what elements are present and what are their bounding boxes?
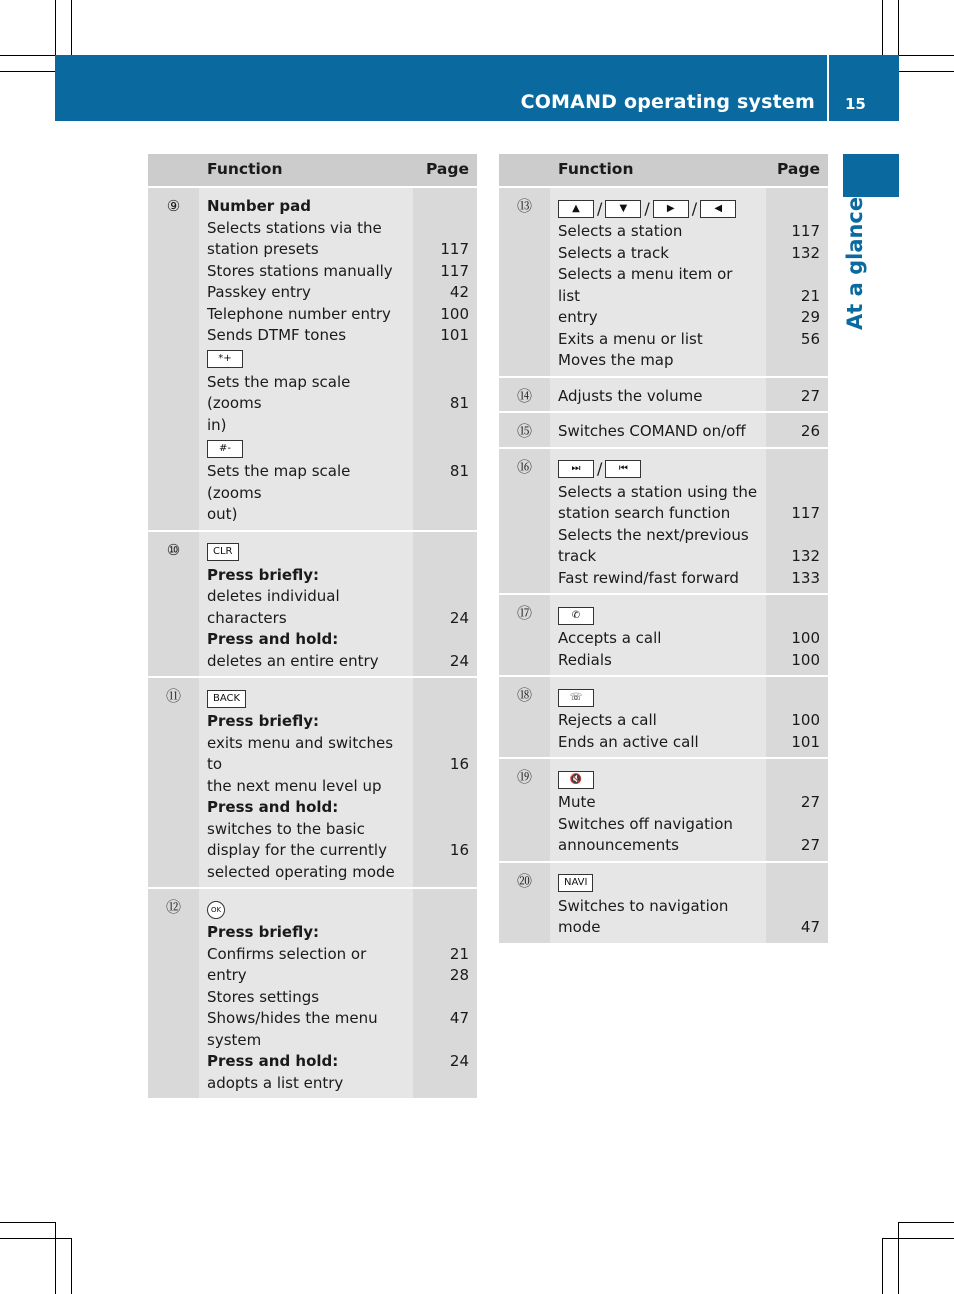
back-key-icon: BACK — [207, 690, 246, 708]
function-text: Sends DTMF tones — [207, 326, 347, 344]
page-ref — [421, 540, 469, 565]
item-number: ⑲ — [499, 758, 550, 862]
column-header-function: Function — [199, 154, 413, 187]
table-row — [148, 677, 477, 888]
page-ref — [421, 415, 469, 440]
function-cell — [550, 377, 766, 413]
section-label: Number pad — [207, 197, 311, 215]
page-ref: 132 — [791, 547, 820, 565]
phone-accept-key-icon: ✆ — [558, 607, 594, 625]
side-tab-label: At a glance — [843, 196, 867, 330]
column-header-number — [499, 154, 550, 187]
item-number: ⑰ — [499, 594, 550, 676]
function-text: announcements — [558, 836, 679, 854]
page-ref: 27 — [800, 836, 820, 854]
page-ref: 24 — [449, 651, 469, 670]
page-ref — [421, 440, 469, 462]
table-row — [499, 594, 828, 676]
function-text: in) — [207, 415, 227, 434]
page-ref — [421, 797, 469, 819]
crop-mark — [0, 55, 55, 56]
function-cell — [199, 677, 413, 888]
column-header-page: Page — [766, 154, 828, 187]
section-label: Press and hold: — [207, 1052, 339, 1070]
function-text: Selects stations via the — [207, 218, 382, 237]
page-ref — [421, 776, 469, 798]
page-cell — [413, 677, 477, 888]
page-ref — [421, 629, 469, 651]
page-ref: 47 — [449, 1009, 469, 1027]
function-text: station presets — [207, 240, 319, 258]
table-row — [148, 531, 477, 678]
page-ref — [421, 565, 469, 587]
crop-mark — [0, 1222, 55, 1223]
page-ref: 100 — [791, 650, 820, 669]
page-header — [55, 55, 899, 121]
function-text: Adjusts the volume — [558, 386, 703, 405]
function-text: Switches COMAND on/off — [558, 422, 746, 440]
function-text: Fast rewind/fast forward — [558, 568, 739, 587]
function-text: characters — [207, 608, 287, 627]
header-title: COMAND operating system — [520, 91, 815, 113]
page-ref: 101 — [440, 326, 469, 344]
section-label: Press and hold: — [207, 798, 339, 816]
function-text: entry — [558, 308, 598, 326]
function-text: display for the currently — [207, 841, 387, 859]
page-ref — [774, 896, 820, 918]
page-ref: 21 — [449, 944, 469, 963]
crop-mark — [71, 0, 72, 55]
page-ref: 26 — [800, 422, 820, 440]
page-ref: 27 — [800, 386, 820, 405]
page-ref — [774, 457, 820, 482]
section-label: Press and hold: — [207, 630, 339, 648]
page-ref — [774, 767, 820, 792]
function-text: station search function — [558, 504, 731, 522]
page-ref — [774, 196, 820, 221]
item-number: ⑯ — [499, 448, 550, 595]
page-cell — [766, 594, 828, 676]
page-ref: 81 — [449, 462, 469, 480]
page-ref — [421, 1030, 469, 1052]
page-ref — [421, 733, 469, 755]
function-text: Stores settings — [207, 987, 320, 1006]
separator-slash: / — [597, 459, 603, 479]
crop-mark — [0, 71, 55, 72]
page-ref: 101 — [791, 732, 820, 751]
table-row — [499, 187, 828, 377]
page-ref: 24 — [449, 1052, 469, 1070]
separator-slash: / — [691, 198, 698, 218]
section-label: Press briefly: — [207, 565, 319, 584]
page-ref: 42 — [449, 283, 469, 301]
separator-slash: / — [597, 198, 603, 218]
function-text: Sets the map scale (zooms — [207, 462, 351, 502]
function-text: Selects a station using the — [558, 482, 758, 501]
page-ref — [421, 987, 469, 1009]
table-row — [499, 412, 828, 448]
item-number: ⑭ — [499, 377, 550, 413]
crop-mark — [882, 0, 883, 55]
column-header-number — [148, 154, 199, 187]
ok-key-icon: OK — [207, 901, 225, 919]
page-cell — [766, 448, 828, 595]
function-cell — [550, 187, 766, 377]
page-ref — [774, 814, 820, 836]
clr-key-icon: CLR — [207, 543, 239, 561]
function-text: Passkey entry — [207, 283, 311, 301]
column-header-page: Page — [413, 154, 477, 187]
function-text: the next menu level up — [207, 776, 382, 795]
page-ref — [421, 711, 469, 733]
page-ref: 133 — [791, 568, 820, 587]
page-ref — [421, 218, 469, 240]
table-row — [499, 676, 828, 758]
page-ref: 27 — [800, 793, 820, 811]
item-number: ⑫ — [148, 888, 199, 1098]
function-text: system — [207, 1030, 262, 1049]
function-text: deletes an entire entry — [207, 651, 379, 670]
function-text: Shows/hides the menu — [207, 1009, 378, 1027]
function-cell — [550, 758, 766, 862]
function-text: track — [558, 547, 597, 565]
page-ref: 117 — [791, 222, 820, 240]
page-ref: 24 — [449, 608, 469, 627]
crop-mark — [0, 1238, 71, 1239]
arrow-keys-icon: ▼ — [605, 200, 641, 218]
function-text: Switches to navigation — [558, 896, 729, 915]
table-row — [499, 862, 828, 943]
function-cell — [550, 862, 766, 943]
page-ref: 21 — [800, 286, 820, 305]
page-ref — [421, 897, 469, 922]
page-ref — [774, 685, 820, 710]
arrow-keys-icon: ◀ — [700, 200, 736, 218]
mute-key-icon: 🔇 — [558, 771, 594, 789]
function-text: selected operating mode — [207, 862, 395, 881]
page-cell — [413, 888, 477, 1098]
page-ref — [421, 586, 469, 608]
page-ref: 100 — [791, 711, 820, 729]
function-text: deletes individual — [207, 587, 340, 605]
item-number: ⑳ — [499, 862, 550, 943]
crop-mark — [55, 0, 56, 55]
table-row — [148, 888, 477, 1098]
item-number: ⑩ — [148, 531, 199, 678]
function-cell — [550, 448, 766, 595]
page-cell — [766, 412, 828, 448]
page-cell — [413, 187, 477, 531]
navi-key-icon: NAVI — [558, 874, 593, 892]
page-cell — [766, 676, 828, 758]
item-number: ⑪ — [148, 677, 199, 888]
function-table-left — [148, 154, 477, 1098]
page-ref — [774, 264, 820, 286]
function-text: adopts a list entry — [207, 1073, 344, 1092]
header-divider — [827, 55, 829, 121]
page-ref — [774, 482, 820, 504]
skip-keys-icon: ⏮ — [605, 460, 641, 478]
function-text: mode — [558, 918, 601, 936]
crop-mark — [899, 1222, 954, 1223]
page-ref — [421, 196, 469, 218]
item-number: ⑮ — [499, 412, 550, 448]
page-cell — [766, 187, 828, 377]
page-cell — [766, 758, 828, 862]
item-number: ⑱ — [499, 676, 550, 758]
page-ref: 117 — [791, 504, 820, 522]
function-text: Sets the map scale (zooms — [207, 372, 351, 412]
table-row — [499, 758, 828, 862]
function-text: Rejects a call — [558, 711, 657, 729]
page-ref: 132 — [791, 243, 820, 262]
page-ref: 47 — [800, 918, 820, 936]
crop-mark — [899, 55, 954, 56]
function-text: Selects a station — [558, 222, 683, 240]
arrow-keys-icon: ▶ — [653, 200, 689, 218]
page-ref: 29 — [800, 308, 820, 326]
crop-mark — [898, 1222, 899, 1294]
page-ref — [421, 686, 469, 711]
function-text: Selects a menu item or list — [558, 265, 733, 305]
table-body-left — [148, 187, 477, 1098]
function-text: out) — [207, 505, 238, 523]
phone-end-key-icon: ☏ — [558, 689, 594, 707]
page-ref — [421, 922, 469, 944]
function-text: Moves the map — [558, 351, 674, 369]
function-cell — [199, 187, 413, 531]
table-row — [499, 448, 828, 595]
page-ref: 100 — [440, 304, 469, 323]
separator-slash: / — [644, 198, 650, 218]
function-text: exits menu and switches to — [207, 733, 394, 773]
page-ref — [421, 372, 469, 394]
function-text: Selects the next/previous — [558, 525, 749, 544]
section-label: Press briefly: — [207, 923, 319, 941]
arrow-keys-icon: ▲ — [558, 200, 594, 218]
function-text: Switches off navigation — [558, 814, 733, 833]
function-cell — [550, 412, 766, 448]
crop-mark — [55, 1222, 56, 1294]
crop-mark — [882, 1238, 954, 1239]
item-number: ⑬ — [499, 187, 550, 377]
crop-mark — [898, 0, 899, 55]
page-ref — [774, 871, 820, 896]
page-ref: 56 — [800, 329, 820, 348]
page-ref — [421, 819, 469, 841]
side-tab-marker — [843, 154, 899, 197]
crop-mark — [882, 1238, 883, 1294]
item-number: ⑨ — [148, 187, 199, 531]
function-text: Redials — [558, 650, 612, 669]
page-ref: 117 — [440, 261, 469, 280]
star-zoom-in-key-icon: *+ — [207, 350, 243, 368]
page-ref — [421, 347, 469, 372]
function-text: Accepts a call — [558, 629, 662, 647]
table-row — [148, 187, 477, 531]
page-ref: 81 — [449, 394, 469, 412]
function-text: switches to the basic — [207, 819, 365, 838]
page-ref — [774, 525, 820, 547]
column-header-function: Function — [550, 154, 766, 187]
section-label: Press briefly: — [207, 712, 319, 730]
page-cell — [413, 531, 477, 678]
function-text: Telephone number entry — [207, 304, 391, 323]
function-cell — [550, 594, 766, 676]
page-ref — [774, 603, 820, 628]
function-text: Exits a menu or list — [558, 329, 703, 348]
crop-mark — [899, 71, 954, 72]
page-cell — [766, 377, 828, 413]
function-cell — [199, 531, 413, 678]
function-cell — [550, 676, 766, 758]
table-row — [499, 377, 828, 413]
function-cell — [199, 888, 413, 1098]
page-ref: 117 — [440, 240, 469, 258]
skip-keys-icon: ⏭ — [558, 460, 594, 478]
page-ref: 16 — [449, 841, 469, 859]
function-text: Stores stations manually — [207, 261, 393, 280]
table-body-right — [499, 187, 828, 943]
crop-mark — [71, 1238, 72, 1294]
page-ref: 100 — [791, 629, 820, 647]
function-text: Ends an active call — [558, 732, 699, 751]
page-number: 15 — [845, 95, 866, 113]
page-cell — [766, 862, 828, 943]
hash-zoom-out-key-icon: #- — [207, 440, 243, 458]
function-text: Mute — [558, 793, 596, 811]
page-ref: 16 — [449, 755, 469, 773]
function-text: Selects a track — [558, 243, 669, 262]
function-table-right — [499, 154, 828, 943]
page-ref: 28 — [449, 966, 469, 984]
function-text: Confirms selection or entry — [207, 944, 367, 984]
